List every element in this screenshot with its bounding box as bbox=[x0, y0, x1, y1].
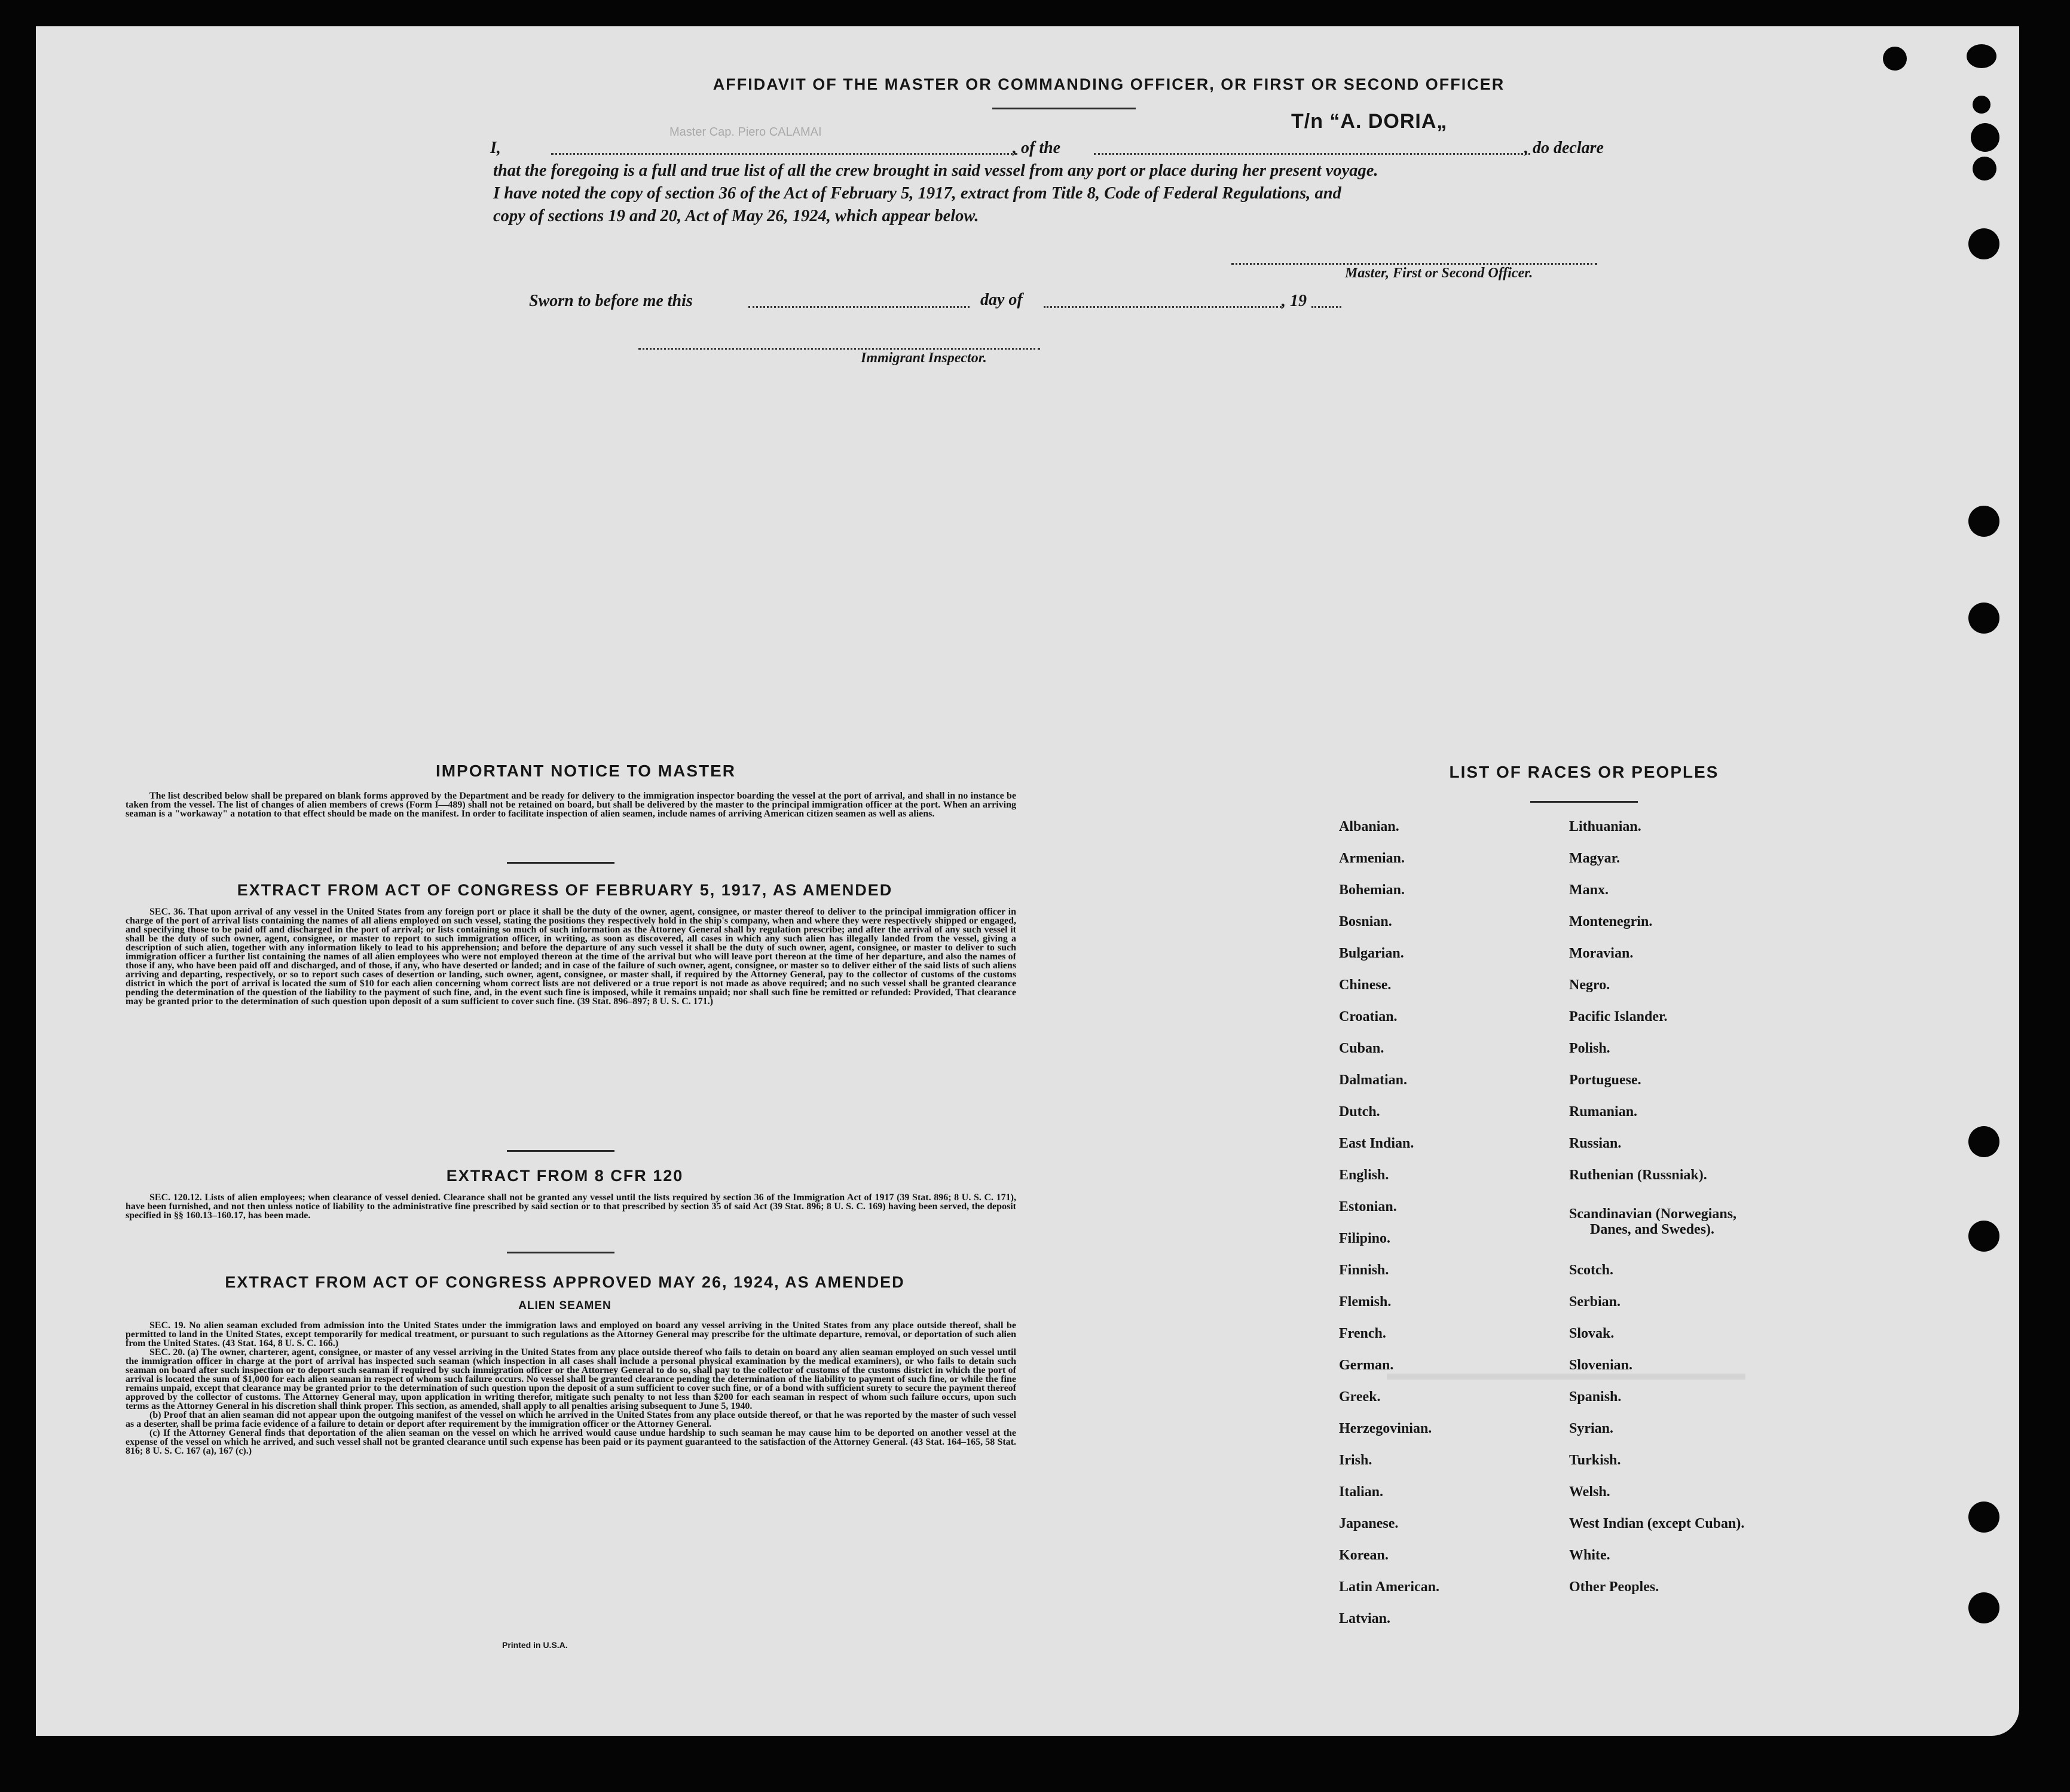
race-left-2: Armenian. bbox=[1339, 851, 1405, 866]
race-left-13: Estonian. bbox=[1339, 1199, 1397, 1215]
race-right-1: Lithuanian. bbox=[1569, 819, 1641, 834]
race-right-25: Other Peoples. bbox=[1569, 1579, 1659, 1595]
race-right-24: White. bbox=[1569, 1548, 1610, 1563]
race-left-20: Herzegovinian. bbox=[1339, 1421, 1432, 1436]
race-right-22: Welsh. bbox=[1569, 1484, 1610, 1500]
sworn-day-blank bbox=[748, 306, 970, 308]
sworn-day: day of bbox=[980, 290, 1023, 309]
race-left-18: German. bbox=[1339, 1357, 1394, 1373]
punch-hole bbox=[1968, 506, 1999, 537]
race-right-23: West Indian (except Cuban). bbox=[1569, 1516, 1745, 1531]
inspector-label: Immigrant Inspector. bbox=[861, 350, 987, 366]
race-left-21: Irish. bbox=[1339, 1452, 1372, 1468]
extract-cfr-rule bbox=[507, 1252, 614, 1253]
punch-hole bbox=[1883, 47, 1907, 71]
race-left-25: Latin American. bbox=[1339, 1579, 1439, 1595]
notice-paragraph: The list described below shall be prepared on blank forms approved by the Department and be ready for delivery to the immigration inspector boarding the vessel at the port of arrival, and shall in no instance be taken from the vessel. The list of changes of alien members of crews (Form I—489) shall not be retained on board, but shall be delivered by the master to the principal immigration officer at the port. When an arriving seaman is a "workaway" a notation to that effect should be made on the manifest. In order to facilitate inspection of alien seamen, include names of arriving American citizen seamen as well as aliens. bbox=[126, 791, 1016, 819]
race-right-9: Portuguese. bbox=[1569, 1072, 1641, 1088]
document-sheet bbox=[36, 26, 2019, 1736]
sworn-prefix: Sworn to before me this bbox=[529, 292, 693, 310]
race-left-4: Bosnian. bbox=[1339, 914, 1392, 929]
extract-1917-rule bbox=[507, 1150, 614, 1152]
punch-hole bbox=[1971, 123, 1999, 152]
extract-cfr-title: EXTRACT FROM 8 CFR 120 bbox=[446, 1167, 684, 1185]
race-right-21: Turkish. bbox=[1569, 1452, 1621, 1468]
race-right-11: Russian. bbox=[1569, 1136, 1622, 1151]
punch-hole bbox=[1968, 1126, 1999, 1157]
punch-hole bbox=[1968, 603, 1999, 634]
extract-1924-title: EXTRACT FROM ACT OF CONGRESS APPROVED MAY 26, 1924, AS AMENDED bbox=[225, 1273, 905, 1291]
notice-rule bbox=[507, 862, 614, 864]
sec-19-paragraph: SEC. 19. No alien seaman excluded from admission into the United States under the immigration laws and employed on board any vessel arriving in the United States from any place outside thereof, shall be permitted to land in the United States, except temporarily for medical treatment, or pursuant to such regulations as the Attorney General may prescribe for the ultimate departure, removal, or deportation of such alien from the United States. (43 Stat. 164, 8 U. S. C. 166.) bbox=[126, 1321, 1016, 1348]
races-title: LIST OF RACES OR PEOPLES bbox=[1449, 763, 1719, 781]
extract-1917-body bbox=[126, 907, 1016, 1137]
affidavit-title: AFFIDAVIT OF THE MASTER OR COMMANDING OFFICER, OR FIRST OR SECOND OFFICER bbox=[713, 75, 1505, 93]
race-left-1: Albanian. bbox=[1339, 819, 1399, 834]
master-name-blank bbox=[551, 153, 1017, 155]
race-left-16: Flemish. bbox=[1339, 1294, 1392, 1310]
sec-20a-paragraph: SEC. 20. (a) The owner, charterer, agent, consignee, or master of any vessel arriving in the United States from any place outside thereof who fails to detain on board any alien seaman employed on such vessel until the immigration officer in charge at the port of arrival has inspected such seaman (which inspection in all cases shall include a personal physical examination by the medical examiners), or who fails to detain such seaman on board after such inspection or to deport such seaman if required by such immigration officer or the Attorney General to do so, shall pay to the collector of customs of the customs district in which the port of arrival is located the sum of $1,000 for each alien seaman in respect of whom such failure occurs. No vessel shall be granted clearance pending the determination of the liability to payment of such fine, or while the fine remains unpaid, except that clearance may be granted prior to the determination of such question upon the deposit of a sum sufficient to cover such fine, or of a bond with sufficient surety to secure the payment thereof approved by the collector of customs. The Attorney General may, upon application in writing therefor, mitigate such penalty to not less than $200 for each seaman in respect of whom such failure occurs, upon such terms as the Attorney General in his discretion shall think proper. This section, as amended, shall apply to all penalties arising subsequent to June 5, 1940. bbox=[126, 1347, 1016, 1411]
race-left-9: Dalmatian. bbox=[1339, 1072, 1407, 1088]
race-right-3: Manx. bbox=[1569, 882, 1609, 898]
punch-hole bbox=[1973, 96, 1990, 114]
punch-hole bbox=[1968, 1502, 1999, 1533]
races-title-rule bbox=[1530, 801, 1638, 803]
race-right-13: Scandinavian (Norwegians, bbox=[1569, 1206, 1737, 1222]
race-right-17: Slovak. bbox=[1569, 1326, 1615, 1341]
sworn-month-blank bbox=[1044, 306, 1282, 308]
printed-in-usa: Printed in U.S.A. bbox=[502, 1640, 568, 1650]
typed-master-name: Master Cap. Piero CALAMAI bbox=[669, 126, 822, 139]
vessel-blank bbox=[1094, 153, 1530, 155]
race-right-20: Syrian. bbox=[1569, 1421, 1614, 1436]
alien-seamen-subtitle: ALIEN SEAMEN bbox=[518, 1299, 611, 1312]
race-left-6: Chinese. bbox=[1339, 977, 1392, 993]
race-left-14: Filipino. bbox=[1339, 1231, 1391, 1246]
race-right-2: Magyar. bbox=[1569, 851, 1620, 866]
race-left-26: Latvian. bbox=[1339, 1611, 1391, 1626]
sec-20c-paragraph: (c) If the Attorney General finds that deportation of the alien seaman on the vessel on which he arrived would cause undue hardship to such seaman he may cause him to be deported on another vessel at the expense of the vessel on which he arrived, and such vessel shall not be granted clearance until such expense has been paid or its payment guaranteed to the satisfaction of the Attorney General. (43 Stat. 164–165, 58 Stat. 816; 8 U. S. C. 167 (a), 167 (c).) bbox=[126, 1428, 1016, 1456]
affidavit-title-rule bbox=[992, 108, 1136, 109]
punch-hole bbox=[1968, 1221, 1999, 1252]
affidavit-line-4: copy of sections 19 and 20, Act of May 26, 1924, which appear below. bbox=[493, 207, 979, 225]
notice-title: IMPORTANT NOTICE TO MASTER bbox=[435, 762, 736, 780]
race-right-18: Slovenian. bbox=[1569, 1357, 1633, 1373]
race-right-15: Scotch. bbox=[1569, 1262, 1613, 1278]
sworn-year-blank bbox=[1311, 306, 1341, 308]
notice-body bbox=[126, 791, 1016, 845]
extract-1917-title: EXTRACT FROM ACT OF CONGRESS OF FEBRUARY 5, 1917, AS AMENDED bbox=[237, 881, 893, 899]
race-right-12: Ruthenian (Russniak). bbox=[1569, 1167, 1707, 1183]
affidavit-do-declare: , do declare bbox=[1524, 139, 1604, 157]
race-left-8: Cuban. bbox=[1339, 1041, 1384, 1056]
affidavit-line-2: that the foregoing is a full and true list of all the crew brought in said vessel from any port or place during her present voyage. bbox=[493, 161, 1378, 180]
race-left-19: Greek. bbox=[1339, 1389, 1381, 1405]
race-right-4: Montenegrin. bbox=[1569, 914, 1653, 929]
race-right-5: Moravian. bbox=[1569, 946, 1634, 961]
race-left-17: French. bbox=[1339, 1326, 1386, 1341]
race-left-11: East Indian. bbox=[1339, 1136, 1414, 1151]
race-left-23: Japanese. bbox=[1339, 1516, 1399, 1531]
affidavit-i: I, bbox=[490, 139, 501, 157]
race-left-10: Dutch. bbox=[1339, 1104, 1380, 1120]
punch-hole bbox=[1973, 157, 1996, 181]
extract-1924-body bbox=[126, 1321, 1016, 1584]
extract-1917-paragraph: SEC. 36. That upon arrival of any vessel in the United States from any foreign port or place it shall be the duty of the owner, agent, consignee, or master thereof to deliver to the principal immigration officer in charge of the port of arrival lists containing the names of all aliens employed on such vessel, stating the positions they respectively hold in the ship's company, when and where they were respectively shipped or engaged, and specifying those to be paid off and discharged in the port of arrival; or lists containing so much of such information as the Attorney General shall by regulation prescribe; and after the arrival of any such vessel it shall be the duty of such owner, agent, consignee, or master to report to such immigration officer, in writing, as soon as discovered, all cases in which any such alien has illegally landed from the vessel, giving a description of such alien, together with any information likely to lead to his apprehension; and before the departure of any such vessel it shall be the duty of such owner, agent, consignee, or master to deliver to such immigration officer a further list containing the names of all alien employees who were not employed thereon at the time of the arrival but who will leave port thereon at the time of her departure, and also the names of those if any, who have been paid off and discharged, and of those, if any, who have deserted or landed; and in case of the failure of such owner, agent, consignee, or master so to deliver either of the said lists of such aliens arriving and departing, respectively, or so to report such cases of desertion or landing, such owner, agent, consignee, or master shall, if required by the Attorney General, pay to the collector of customs of the customs district in which the port of arrival is located the sum of $10 for each alien concerning whom correct lists are not delivered or a true report is not made as above required; and no such vessel shall be granted clearance pending the determination of the question of the liability to the payment of such fine, and, in the event such fine is imposed, while it remains unpaid; nor shall such fine be remitted or refunded: Provided, That clearance may be granted prior to the determination of such question upon deposit of a sum sufficient to cover such fine. (39 Stat. 896–897; 8 U. S. C. 171.) bbox=[126, 907, 1016, 1007]
race-right-16: Serbian. bbox=[1569, 1294, 1621, 1310]
master-signature-label: Master, First or Second Officer. bbox=[1345, 265, 1533, 281]
punch-hole bbox=[1967, 44, 1996, 68]
race-left-7: Croatian. bbox=[1339, 1009, 1398, 1025]
punch-hole bbox=[1968, 228, 1999, 259]
master-signature-line bbox=[1231, 263, 1597, 265]
inspector-signature-line bbox=[638, 348, 1040, 350]
sworn-year: , 19 bbox=[1282, 292, 1307, 310]
race-left-22: Italian. bbox=[1339, 1484, 1384, 1500]
race-right-8: Polish. bbox=[1569, 1041, 1610, 1056]
race-right-6: Negro. bbox=[1569, 977, 1610, 993]
faint-bleed-through bbox=[1387, 1374, 1745, 1380]
extract-cfr-body bbox=[126, 1193, 1016, 1231]
race-left-24: Korean. bbox=[1339, 1548, 1389, 1563]
extract-cfr-paragraph: SEC. 120.12. Lists of alien employees; when clearance of vessel denied. Clearance shall not be granted any vessel until the lists required by section 36 of the Immigration Act of 1917 (39 Stat. 896; 8 U. S. C. 171), have been furnished, and not then unless notice of liability to the administrative fine prescribed by said section or to that prescribed by section 35 of said Act (39 Stat. 896; 8 U. S. C. 169) having been served, the deposit specified in §§ 160.13–160.17, has been made. bbox=[126, 1193, 1016, 1221]
race-left-12: English. bbox=[1339, 1167, 1389, 1183]
race-left-15: Finnish. bbox=[1339, 1262, 1389, 1278]
affidavit-line-3: I have noted the copy of section 36 of the Act of February 5, 1917, extract from Title 8, Code of Federal Regulations, and bbox=[493, 184, 1341, 203]
race-left-3: Bohemian. bbox=[1339, 882, 1405, 898]
sec-20b-paragraph: (b) Proof that an alien seaman did not appear upon the outgoing manifest of the vessel on which he arrived in the United States from any place outside thereof, or that he was reported by the master of such vessel as a deserter, shall be prima facie evidence of a failure to detain or deport after requirement by the immigration officer or the Attorney General. bbox=[126, 1410, 1016, 1429]
vessel-name: T/n “A. DORIA„ bbox=[1291, 110, 1448, 133]
punch-hole bbox=[1968, 1592, 1999, 1623]
race-right-14: Danes, and Swedes). bbox=[1590, 1222, 1715, 1237]
race-right-19: Spanish. bbox=[1569, 1389, 1622, 1405]
race-left-5: Bulgarian. bbox=[1339, 946, 1404, 961]
race-right-10: Rumanian. bbox=[1569, 1104, 1638, 1120]
affidavit-of-the: , of the bbox=[1013, 139, 1061, 157]
race-right-7: Pacific Islander. bbox=[1569, 1009, 1668, 1025]
